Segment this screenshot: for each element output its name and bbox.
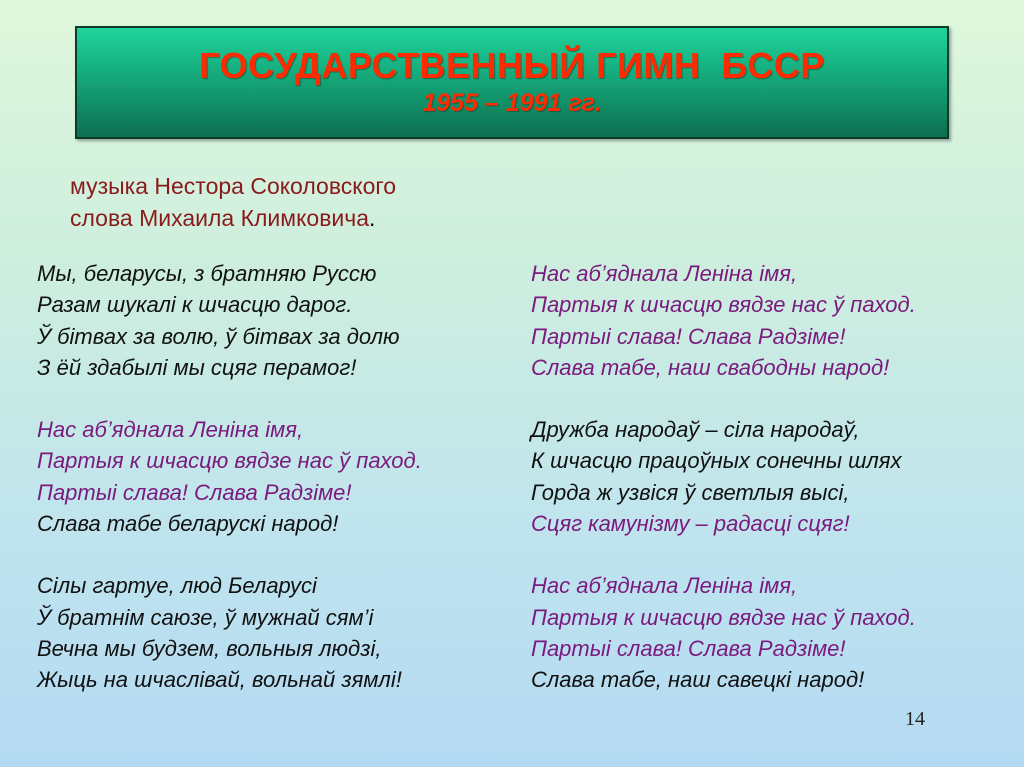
verse-1 — [37, 258, 422, 383]
lyric-line: Жыць на шчаслівай, вольнай зямлі! — [37, 667, 402, 693]
chorus-line: Партыя к шчасцю вядзе нас ў паход. — [37, 448, 422, 474]
chorus-line: Партыя к шчасцю вядзе нас ў паход. — [531, 292, 916, 318]
lyric-line: Вечна мы будзем, вольныя людзі, — [37, 635, 382, 661]
title-banner — [75, 26, 949, 139]
chorus-line: Слава табе, наш свабодны народ! — [531, 354, 890, 380]
chorus-line: Партыі слава! Слава Радзіме! — [531, 635, 846, 661]
chorus-line: Нас аб’яднала Леніна імя, — [531, 573, 798, 599]
chorus-line: Нас аб’яднала Леніна імя, — [37, 417, 304, 443]
lyric-line: Горда ж узвіся ў светлыя высі, — [531, 479, 850, 505]
lyric-line: Сілы гартуе, люд Беларусі — [37, 573, 317, 599]
words-credit: слова Михаила Климковича — [70, 205, 370, 231]
chorus-2 — [531, 258, 916, 383]
chorus-3 — [531, 570, 916, 695]
page-number: 14 — [905, 708, 925, 730]
words-credit-line — [70, 202, 396, 234]
anthem-credits — [70, 170, 396, 234]
lyric-line: Сцяг камунізму – радасці сцяг! — [531, 511, 850, 537]
lyric-line: З ёй здабылі мы сцяг перамог! — [37, 354, 357, 380]
slide-title: ГОСУДАРСТВЕННЫЙ ГИМН БССР — [199, 45, 825, 86]
chorus-1 — [37, 414, 422, 539]
lyric-line: Дружба народаў – сіла народаў, — [531, 417, 860, 443]
chorus-line: Нас аб’яднала Леніна імя, — [531, 261, 798, 286]
music-credit: музыка Нестора Соколовского — [70, 173, 397, 199]
chorus-line: Партыі слава! Слава Радзіме! — [531, 323, 846, 349]
chorus-line: Партыя к шчасцю вядзе нас ў паход. — [531, 604, 916, 630]
lyric-line: Ў братнім саюзе, ў мужнай сям’і — [37, 604, 374, 630]
lyric-line: Мы, беларусы, з братняю Руссю — [37, 261, 377, 286]
slide-years: 1955 – 1991 гг. — [422, 89, 602, 117]
verse-3 — [531, 414, 916, 539]
right-lyrics-column — [531, 258, 916, 696]
verse-2 — [37, 570, 422, 695]
words-credit-period: . — [369, 205, 376, 231]
chorus-line: Слава табе беларускі народ! — [37, 511, 339, 537]
chorus-line: Слава табе, наш савецкі народ! — [531, 667, 865, 693]
lyric-line: К шчасцю працоўных сонечны шлях — [531, 448, 902, 474]
lyric-line: Ў бітвах за волю, ў бітвах за долю — [37, 323, 400, 349]
chorus-line: Партыі слава! Слава Радзіме! — [37, 479, 352, 505]
left-lyrics-column — [37, 258, 422, 696]
lyric-line: Разам шукалі к шчасцю дарог. — [37, 292, 353, 318]
